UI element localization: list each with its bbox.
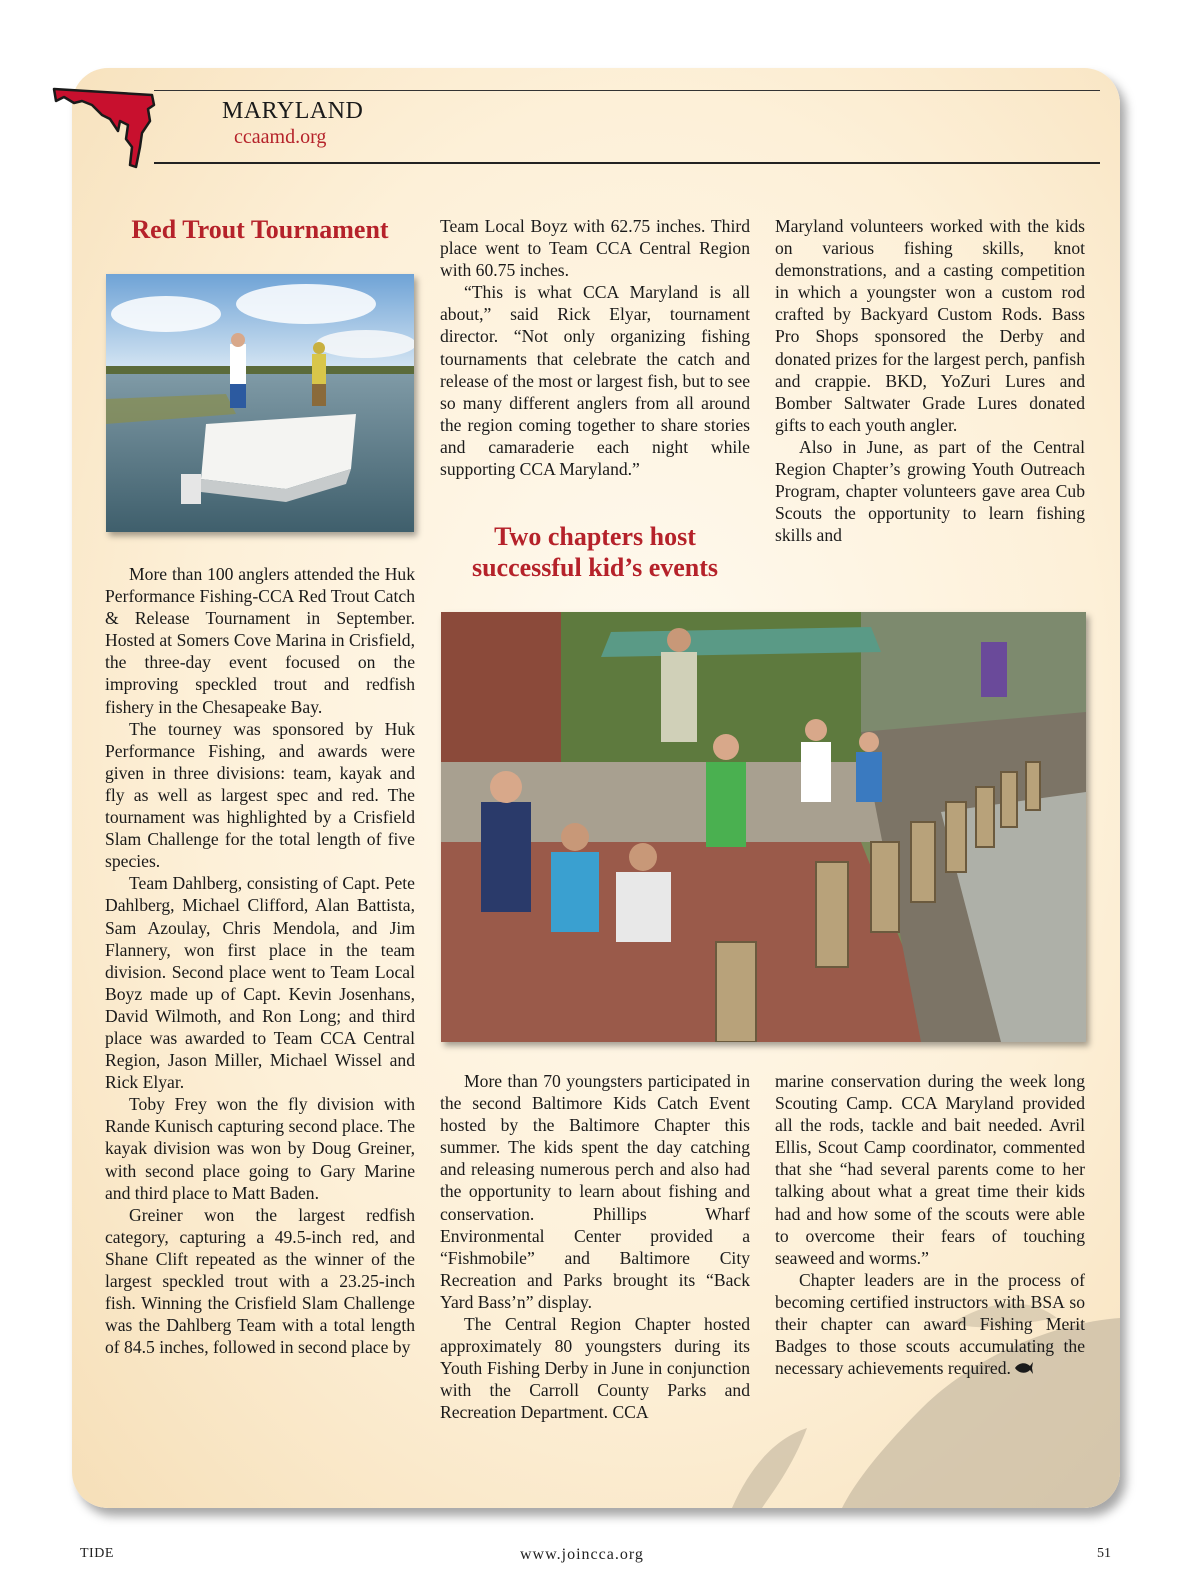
article2-paragraph: marine conservation during the week long Scouting Camp. CCA Maryland provided all the rods, tackle and bait needed. Avril Ellis, Scout Camp coordinator, commented that she “had several parents come to her talking about what a great time their kids had and how some of the scouts were able to overcome their fears of touching seaweed and worms.” bbox=[775, 1071, 1085, 1268]
state-name: MARYLAND bbox=[222, 98, 364, 124]
article1-paragraph: The tourney was sponsored by Huk Performance Fishing, and awards were given in three divisions: team, kayak and fly as well as largest spec and red. The tournament was highlighted by a Crisfield Slam Challenge for the total length of five species. bbox=[105, 718, 415, 872]
chapter-website-link[interactable]: ccaamd.org bbox=[234, 126, 327, 148]
footer-publication: TIDE bbox=[80, 1546, 114, 1561]
article1-paragraph: Greiner won the largest redfish category, capturing a 49.5-inch red, and Shane Clift repeated as the winner of the largest speckled trout with a 23.25-inch fish. Winning the Crisfield Slam Challenge was the Dahlberg Team with a total length of 84.5 inches, followed in second place by bbox=[105, 1204, 415, 1358]
article2-paragraph: More than 70 youngsters participated in the second Baltimore Kids Catch Event hosted by the Baltimore Chapter this summer. The kids spent the day catching and releasing numerous perch and also had the opportunity to learn about fishing and conservation. Phillips Wharf Environmental Center provided a “Fishmobile” and Baltimore City Recreation and Parks brought its “Back Yard Bass’n” display. bbox=[440, 1071, 750, 1312]
article1-column1 bbox=[105, 563, 415, 1358]
article2-paragraph: Also in June, as part of the Central Region Chapter’s growing Youth Outreach Program, chapter volunteers gave area Cub Scouts the opportunity to learn fishing skills and bbox=[775, 436, 1085, 546]
article1-continuation bbox=[440, 215, 750, 480]
footer-website-link[interactable]: www.joincca.org bbox=[520, 1546, 644, 1563]
article2-column3-bottom bbox=[775, 1070, 1085, 1379]
article2-column2-bottom bbox=[440, 1070, 750, 1424]
article1-title: Red Trout Tournament bbox=[131, 215, 389, 244]
kids-fishing-photo bbox=[441, 612, 1086, 1042]
article2-title bbox=[440, 521, 750, 583]
header-rule-bottom bbox=[154, 162, 1100, 164]
article2-title-line2: successful kid’s events bbox=[471, 553, 719, 582]
article2-paragraph: The Central Region Chapter hosted approximately 80 youngsters during its Youth Fishing Derby in June in conjunction with the Carroll County Parks and Recreation Department. CCA bbox=[440, 1314, 750, 1423]
article1-paragraph: More than 100 anglers attended the Huk Performance Fishing-CCA Red Trout Catch & Release Tournament in September. Hosted at Somers Cove Marina in Crisfield, the three-day event focused on the improving speckled trout and redfish fishery in the Chesapeake Bay. bbox=[105, 564, 415, 717]
article2-title-line1: Two chapters host bbox=[494, 522, 696, 551]
article1-paragraph: Toby Frey won the fly division with Rande Kunisch capturing second place. The kayak division was won by Doug Greiner, with second place going to Gary Marine and third place to Matt Baden. bbox=[105, 1094, 415, 1203]
article2-final-text: Chapter leaders are in the process of becoming certified instructors with BSA so their chapter can award Fishing Merit Badges to those scouts accumulating the necessary achievements required. bbox=[775, 1269, 1085, 1379]
header-rule-top bbox=[154, 90, 1100, 91]
article2-paragraph: Maryland volunteers worked with the kids on various fishing skills, knot demonstrations, and a casting competition in which a youngster won a custom rod crafted by Backyard Custom Rods. Bass Pro Shops sponsored the Derby and donated prizes for the largest perch, panfish and crappie. BKD, YoZuri Lures and Bomber Saltwater Grade Lures donated gifts to each youth angler. bbox=[775, 216, 1085, 435]
page-number: 51 bbox=[1097, 1546, 1111, 1561]
article2-paragraph bbox=[775, 1269, 1085, 1379]
fish-end-mark-icon bbox=[1014, 1359, 1034, 1377]
article1-paragraph: Team Dahlberg, consisting of Capt. Pete Dahlberg, Michael Clifford, Alan Battista, Sam Azoulay, Chris Mendola, and Jim Flannery, won first place in the team division. Second place went to Team Local Boyz made up of Capt. Kevin Josenhans, David Wilmoth, and Ron Long; and third place was awarded to Team CCA Central Region, Jason Miller, Michael Wissel and Rick Elyar. bbox=[105, 873, 415, 1093]
article2-column3-top bbox=[775, 215, 1085, 546]
maryland-map-icon bbox=[52, 75, 162, 170]
article1-paragraph: Team Local Boyz with 62.75 inches. Third place went to Team CCA Central Region with 60.75 inches. bbox=[440, 216, 750, 281]
article1-quote: “This is what CCA Maryland is all about,” said Rick Elyar, tournament director. “Not only organizing fishing tournaments that celebrate the catch and release of the most or largest fish, but to see so many different anglers from all around the region coming together to share stories and camaraderie each night while supporting CCA Maryland.” bbox=[440, 282, 750, 480]
boat-photo bbox=[106, 274, 414, 532]
